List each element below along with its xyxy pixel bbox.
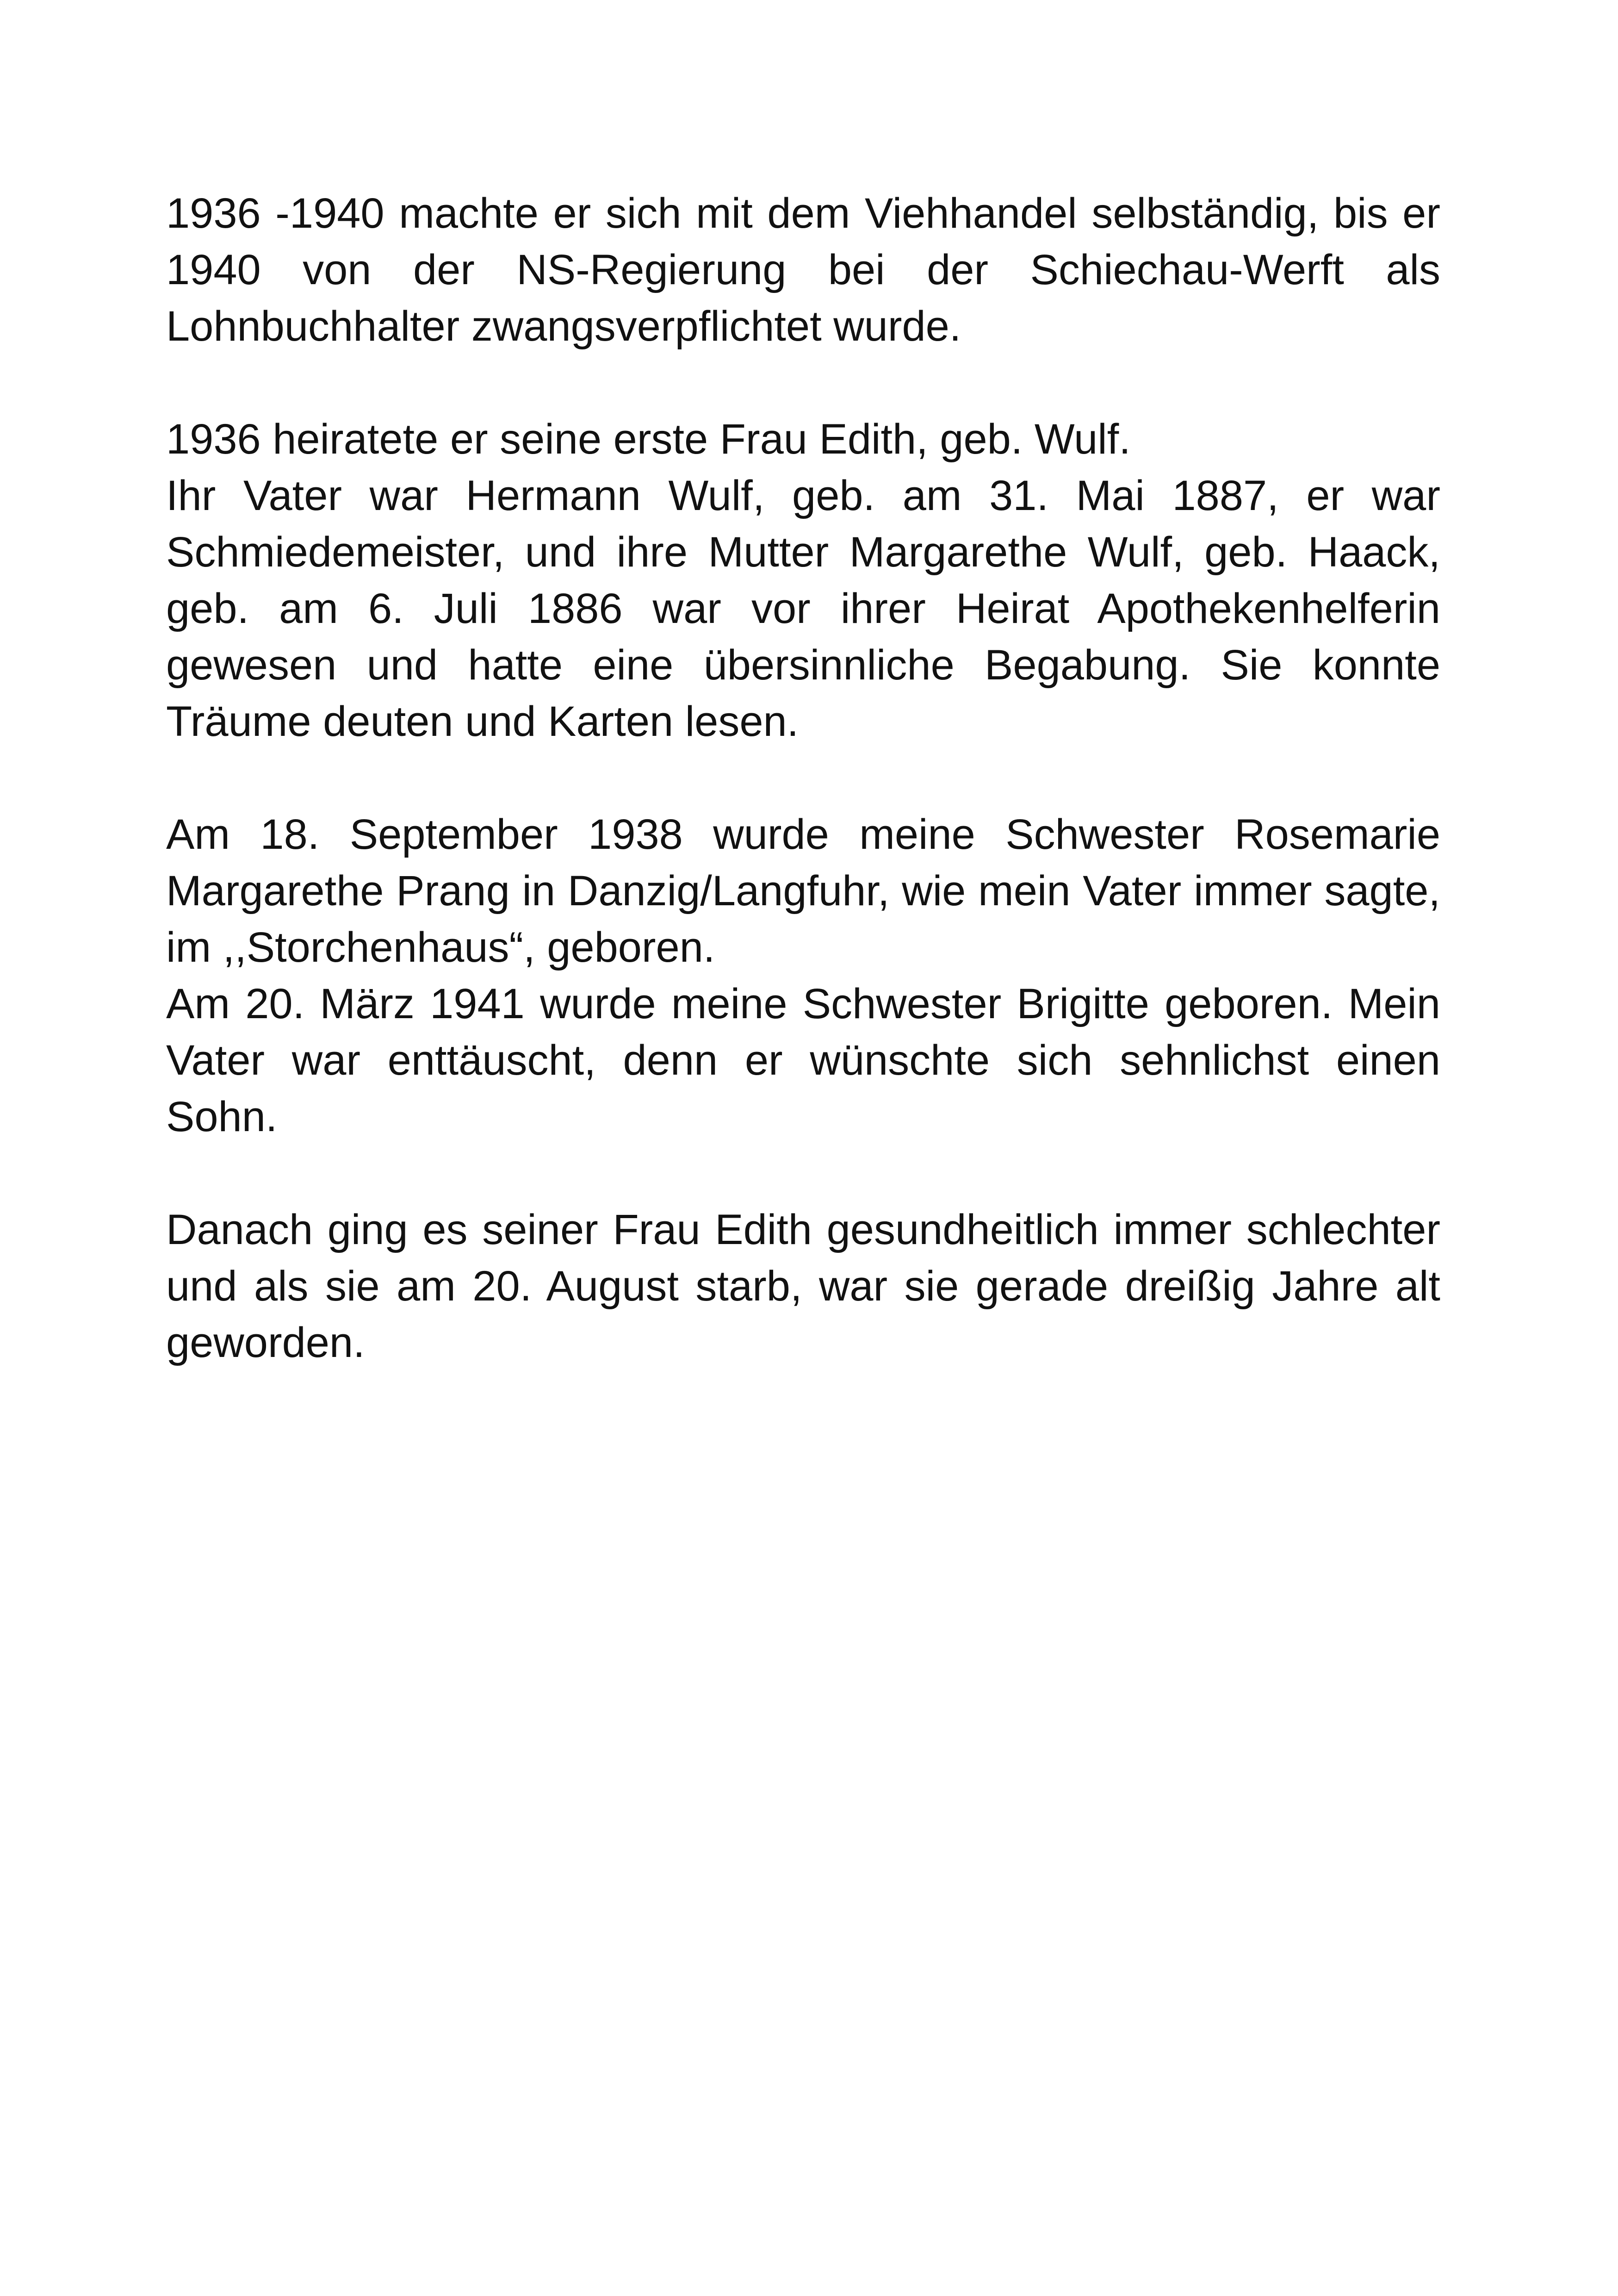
- paragraph-viehhandel: 1936 -1940 machte er sich mit dem Viehhandel selbständig, bis er 1940 von der NS-Regierung bei der Schiechau-Werft als Lohnbuchhalter zwangsverpflichtet wurde.: [166, 190, 1440, 350]
- document-body: [166, 185, 1440, 1427]
- paragraph-edith-tod: Danach ging es seiner Frau Edith gesundheitlich immer schlechter und als sie am 20. August starb, war sie gerade dreißig Jahre alt geworden.: [166, 1206, 1440, 1366]
- paragraph-eltern: Ihr Vater war Hermann Wulf, geb. am 31. Mai 1887, er war Schmiedemeister, und ihre Mutter Margarethe Wulf, geb. Haack, geb. am 6. Juli 1886 war vor ihrer Heirat Apothekenhelferin gewesen und hatte eine übersinnliche Begabung. Sie konnte Träume deuten und Karten lesen.: [166, 472, 1440, 745]
- paragraph-brigitte: Am 20. März 1941 wurde meine Schwester Brigitte geboren. Mein Vater war enttäuscht, denn er wünschte sich sehnlichst einen Sohn.: [166, 980, 1440, 1140]
- paragraph-rosemarie: Am 18. September 1938 wurde meine Schwester Rosemarie Margarethe Prang in Danzig/Langfuhr, wie mein Vater immer sagte, im ,,Storchenhaus“, geboren.: [166, 811, 1440, 971]
- paragraph-heirat: 1936 heiratete er seine erste Frau Edith, geb. Wulf.: [166, 416, 1131, 463]
